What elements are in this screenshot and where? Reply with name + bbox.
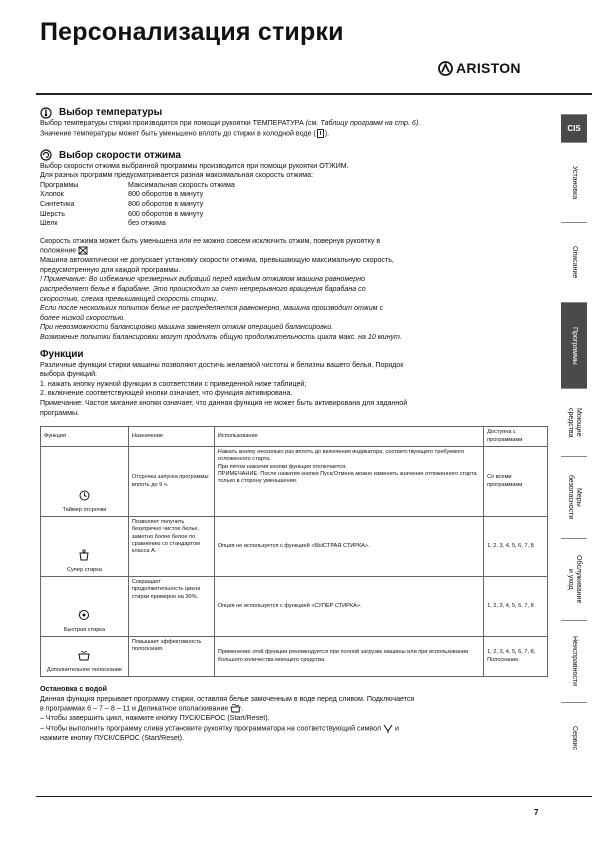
spin-row-program: Хлопок (40, 190, 64, 199)
spin-note-4: Если после нескольких попыток белье не распределяется равномерно, машина производит отжим с (40, 304, 384, 313)
sidebar-item-programs[interactable] (561, 302, 587, 388)
functions-table (40, 426, 548, 677)
brand-logo (438, 60, 521, 76)
sidebar-item-label: CIS (567, 124, 581, 133)
spin-header-programs: Программы (40, 180, 79, 189)
functions-intro-2: выбора функций: (40, 370, 98, 379)
water-stop-line-3: – Чтобы завершить цикл, нажмите кнопку ПУСК/СБРОС (Start/Reset). (40, 714, 270, 723)
spin-row (40, 190, 548, 200)
spin-header-speed: Максимальная скорость отжима (128, 180, 235, 189)
sidebar-item-cis[interactable] (561, 114, 587, 142)
sidebar-item-installation[interactable] (561, 142, 587, 222)
function-cell (41, 447, 129, 517)
functions-note-2: программы. (40, 408, 80, 417)
spin-note-2: распределяет белье в барабане. Это происходит за счет непрерывного вращения барабана со (40, 285, 366, 294)
sidebar-item-label: Меры безопасности (567, 475, 582, 520)
spin-heading (40, 149, 548, 162)
col-header-purpose: Назначение (128, 427, 214, 447)
header-rule (36, 93, 592, 95)
spin-row-speed: 800 оборотов в минуту (128, 190, 204, 199)
function-usage: Опция не используется с функцией «БЫСТРАЯ СТИРКА». (214, 517, 483, 577)
sidebar-item-label: Установка (571, 165, 578, 200)
sidebar-item-detergents[interactable] (561, 388, 587, 456)
spin-para-2a: Машина автоматически не допускает установку скорости отжима, превышающую максимальную скорость, (40, 256, 394, 265)
quick-wash-icon (78, 609, 90, 621)
ariston-logo-icon (438, 61, 453, 76)
functions-intro-1: Различные функции стирки машины позволяют достичь желаемой чистоты и белизны вашего белья. Порядок (40, 360, 404, 369)
function-usage: Опция не используется с функцией «СУПЕР СТИРКА». (214, 577, 483, 637)
water-stop-line-4-text: – Чтобы выполнить программу слива установите рукоятку программатора на соответствующий символ (40, 724, 382, 733)
functions-note-1: Примечание: Частое мигание кнопки означает, что данная функция не может быть активирована для заданной (40, 399, 408, 407)
function-name: Супер стирка (66, 566, 102, 573)
no-spin-icon (78, 246, 88, 255)
super-wash-icon (78, 549, 90, 561)
water-stop-line-5: нажмите кнопку ПУСК/СБРОС (Start/Reset). (40, 733, 185, 742)
spin-row (40, 210, 548, 220)
col-header-usage: Использование (214, 427, 483, 447)
function-cell (41, 577, 129, 637)
sidebar-item-maintenance[interactable] (561, 538, 587, 620)
function-name: Быстрая стирка (63, 626, 105, 633)
functions-step-1: 1. нажать кнопку нужной функции в соответствии с приведенной ниже таблицей; (40, 379, 307, 388)
delicate-rinse-icon (230, 704, 241, 713)
water-stop-line-4: – Чтобы выполнить программу слива установите рукоятку программатора на соответствующий символ и (40, 724, 399, 733)
functions-table-header (41, 427, 548, 447)
extra-rinse-icon (78, 651, 90, 661)
main-content (40, 104, 548, 744)
functions-step-2: 2. включение соответствующей кнопки означает, что функция активирована. (40, 389, 293, 398)
water-stop-title: Остановка с водой (40, 685, 107, 694)
sidebar-item-label: Неисправности (571, 636, 578, 687)
cold-wash-icon (316, 129, 325, 138)
sidebar-item-service[interactable] (561, 702, 587, 772)
sidebar-item-label: Программы (571, 326, 578, 365)
sidebar-item-troubleshooting[interactable] (561, 620, 587, 702)
function-purpose: Сокращает продолжительность цикла стирки примерно на 30%. (128, 577, 214, 637)
sidebar-tabs (561, 114, 587, 772)
function-programs: Со всеми программами (484, 447, 548, 517)
sidebar-item-label: Обслуживание и уход (567, 555, 582, 604)
table-row (41, 577, 548, 637)
temperature-text-a: Выбор температуры стирки производится при помощи рукоятки ТЕМПЕРАТУРА (40, 119, 306, 127)
spin-title: Выбор скорости отжима (59, 149, 181, 161)
spin-row-program: Шелк (40, 219, 58, 228)
function-purpose: Повышает эффективность полоскания. (128, 637, 214, 677)
function-purpose: Позволяет получить безупречно чистое белье, заметно более белое по сравнению со стандартом класса А. (128, 517, 214, 577)
drain-icon (383, 724, 393, 733)
spin-note-5: более низкой скоростью. (40, 313, 126, 322)
function-name: Таймер отсрочки (62, 506, 107, 513)
col-header-programs: Доступна с программами (484, 427, 548, 447)
spin-row-speed: 800 оборотов в минуту (128, 199, 204, 208)
spin-para-1a: Скорость отжима может быть уменьшена или ее можно совсем исключить отжим, повернув рукоятку в (40, 236, 381, 245)
spin-intro-1: Выбор скорости отжима выбранной программы производится при помощи рукоятки ОТЖИМ. (40, 161, 349, 170)
function-programs: 1, 2, 3, 4, 5, 6, 7, 8 (484, 517, 548, 577)
page-number: 7 (534, 808, 539, 817)
spin-icon (40, 149, 52, 161)
spin-note-3: скоростью, слегка превышающей скорость стирки. (40, 294, 218, 303)
spin-note-6: При невозможности балансировки машина заменяет отжим операцией балансировки. (40, 323, 334, 332)
sidebar-item-safety[interactable] (561, 456, 587, 538)
timer-icon (79, 490, 90, 501)
spin-row (40, 200, 548, 210)
brand-name: ARISTON (456, 60, 521, 76)
col-header-function: Функция (41, 427, 129, 447)
spin-intro-2: Для разных программ предусматривается разная максимальная скорость отжима: (40, 171, 314, 180)
function-purpose: Отсрочка запуска программы вплоть до 9 ч. (128, 447, 214, 517)
spin-para-2b: предусмотренную для каждой программы. (40, 265, 181, 274)
spin-para-1b-text: положение (40, 246, 77, 255)
table-row (41, 447, 548, 517)
table-row (41, 637, 548, 677)
spin-row-speed: без отжима (128, 219, 166, 228)
sidebar-item-label: Описание (571, 246, 578, 279)
temperature-line-2: Значение температуры может быть уменьшено вплоть до стирки в холодной воде ( ). (40, 128, 330, 137)
function-cell (41, 637, 129, 677)
function-usage: Нажать кнопку несколько раз вплоть до включения индикатора, соответствующего требуемого отложенного старта. При пятом нажатии кнопки функция отключается. ПРИМЕЧАНИЕ: После нажатия кнопки Пуск/Отмена можно изменить значение отложенного старта только в сторону уменьшения. (214, 447, 483, 517)
table-row (41, 517, 548, 577)
thermometer-icon (40, 107, 52, 119)
function-usage: Применение этой функции рекомендуется при полной загрузке машины или при использовании большого количества моющего средства. (214, 637, 483, 677)
page-title: Персонализация стирки (40, 18, 344, 46)
temperature-heading (40, 106, 548, 119)
spin-row-program: Шерсть (40, 209, 65, 218)
spin-note-7: Возможные попытки балансировки могут продлить общую продолжительность цикла макс. на 10 минут. (40, 333, 402, 342)
water-stop-line-2: в программах 6 – 7 – 8 – 11 и Деликатное ополаскивание . (40, 704, 244, 713)
spin-para-1b (40, 246, 548, 256)
spin-table-header (40, 181, 548, 191)
functions-heading (40, 348, 548, 361)
function-cell (41, 517, 129, 577)
spin-row (40, 219, 548, 229)
temperature-text-2: Значение температуры может быть уменьшено вплоть до стирки в холодной воде (40, 128, 312, 137)
function-name: Дополнительное полоскание (46, 666, 123, 673)
function-programs: 1, 2, 3, 4, 5, 6, 7, 8 (484, 577, 548, 637)
spin-row-speed: 600 оборотов в минуту (128, 209, 204, 218)
functions-title: Функции (40, 348, 84, 360)
water-stop-line-1: Данная функция прерывает программу стирки, оставляя белье замоченным в воде перед сливом. Подключается (40, 694, 415, 703)
temperature-title: Выбор температуры (59, 107, 163, 118)
sidebar-item-label: Сервис (571, 725, 578, 750)
sidebar-item-description[interactable] (561, 222, 587, 302)
function-programs: 1, 2, 3, 4, 5, 6, 7, 8, Полоскание. (484, 637, 548, 677)
water-stop-line-2-text: в программах 6 – 7 – 8 – 11 и Деликатное ополаскивание (40, 704, 229, 713)
temperature-line-1 (40, 119, 548, 129)
footer-rule (36, 796, 592, 797)
temperature-text-b: (см. Таблицу программ на стр. 6). (305, 119, 421, 127)
spin-row-program: Синтетика (40, 199, 75, 208)
sidebar-item-label: Моющие средства (567, 407, 582, 438)
spin-note-1: ! Примечание: Во избежание чрезмерных вибраций перед каждым отжимом машина равномерно (40, 275, 365, 284)
